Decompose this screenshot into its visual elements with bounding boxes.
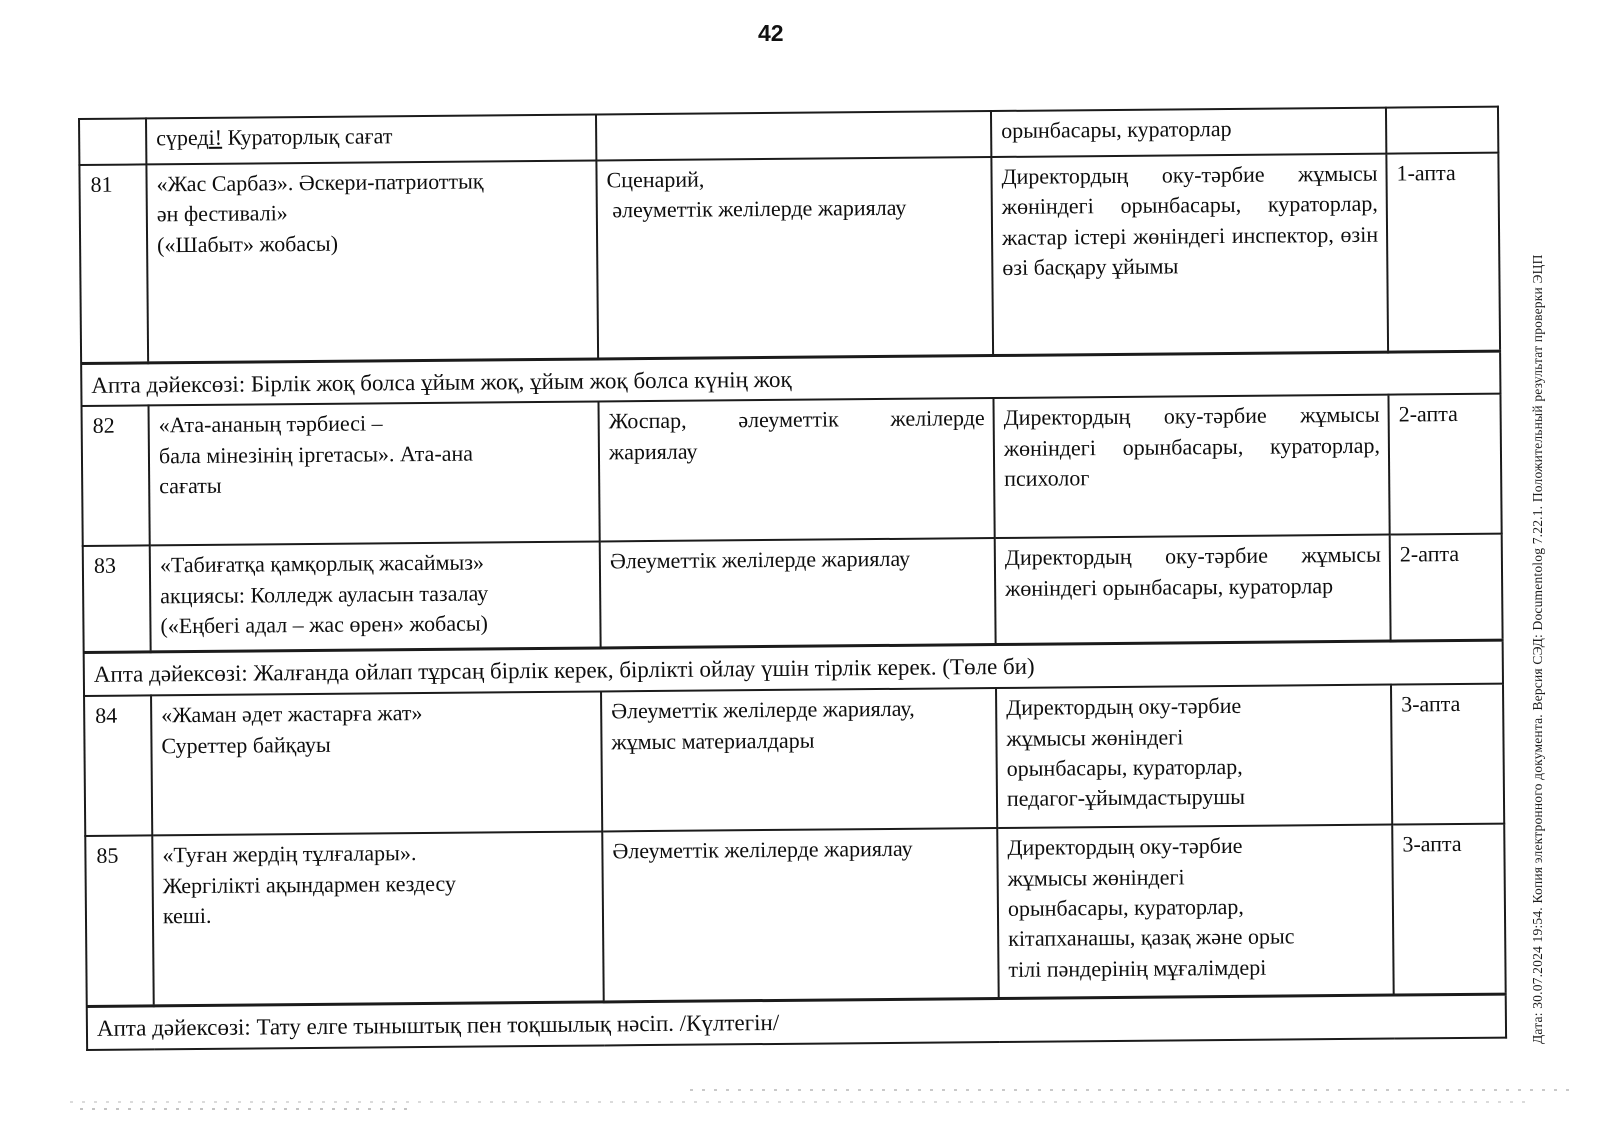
cell-84-week: 3-апта	[1391, 684, 1504, 825]
cell-82-responsible: Директордың оку-тәрбие жұмысы жөніндегі орынбасары, кураторлар, психолог	[993, 395, 1389, 538]
cell-cont-output	[596, 111, 991, 160]
week-quote-text-3: Апта дәйексөзі: Тату елге тыныштық пен тоқшылық нәсіп. /Күлтегін/	[87, 994, 1506, 1050]
cell-82-num: 82	[82, 406, 150, 547]
scan-noise	[690, 1089, 1570, 1091]
cell-81-responsible: Директордың оку-тәрбие жұмысы жөніндегі орынбасары, кураторлар, жастар істері жөніндегі инспектор, өзін өзі басқару ұйымы	[991, 154, 1388, 355]
cell-84-responsible: Директордың оку-тәрбие жұмысы жөніндегі орынбасары, кураторлар, педагог-ұйымдастырушы	[996, 685, 1392, 828]
cell-cont-responsible: орынбасары, кураторлар	[991, 108, 1386, 157]
week-quote-text-1: Апта дәйексөзі: Бірлік жоқ болса ұйым жоқ, ұйым жоқ болса күнің жоқ	[81, 351, 1500, 407]
cont-name-part2: і!	[208, 124, 223, 150]
cell-cont-name	[146, 114, 596, 164]
work-plan-table-wrap	[78, 106, 1507, 1052]
cell-81-output: Сценарий, әлеуметтік желілерде жариялау	[596, 157, 993, 358]
page-number: 42	[758, 20, 784, 46]
cell-83-num: 83	[83, 546, 151, 653]
cell-81-week: 1-апта	[1386, 153, 1500, 352]
table-row-83	[83, 534, 1503, 652]
cell-83-output: Әлеуметтік желілерде жариялау	[600, 538, 996, 647]
cell-81-name: «Жас Сарбаз». Әскери-патриоттық ән фестивалі» («Шабыт» жобасы)	[146, 160, 598, 362]
work-plan-table	[78, 106, 1507, 1052]
cell-85-responsible: Директордың оку-тәрбие жұмысы жөніндегі орынбасары, кураторлар, кітапханашы, қазақ және орыс тілі пәндерінің мұғалімдері	[997, 825, 1393, 998]
cont-name-part3: Кураторлық сағат	[221, 123, 393, 150]
scan-noise	[70, 1101, 1530, 1103]
cell-85-output: Әлеуметтік желілерде жариялау	[602, 828, 998, 1001]
table-row-84	[84, 684, 1504, 836]
scan-noise	[80, 1108, 410, 1110]
table-row-82	[82, 394, 1502, 546]
cell-82-output: Жоспар, әлеуметтік желілерде жариялау	[598, 398, 994, 541]
cell-84-name: «Жаман әдет жастарға жат» Суреттер байқауы	[151, 692, 602, 836]
cell-83-week: 2-апта	[1390, 534, 1503, 641]
cell-81-num: 81	[79, 164, 148, 363]
table-row-85	[85, 824, 1505, 1006]
cell-83-responsible: Директордың оку-тәрбие жұмысы жөніндегі орынбасары, кураторлар	[995, 535, 1391, 644]
cell-82-week: 2-апта	[1388, 394, 1501, 535]
cell-82-name: «Ата-ананың тәрбиесі – бала мінезінің іргетасы». Ата-ана сағаты	[149, 402, 600, 546]
table-row-81	[79, 153, 1500, 363]
cell-cont-week	[1386, 107, 1498, 154]
cell-cont-num	[79, 118, 146, 165]
cell-85-name: «Туған жердің тұлғалары». Жергілікті ақындармен кездесу кеші.	[152, 832, 603, 1006]
cell-85-week: 3-апта	[1392, 824, 1505, 995]
cell-84-num: 84	[84, 696, 152, 837]
cell-83-name: «Табиғатқа қамқорлық жасаймыз» акциясы: Колледж ауласын тазалау («Еңбегі адал – жас өрен» жобасы)	[150, 542, 601, 652]
week-quote-text-2: Апта дәйексөзі: Жалғанда ойлап тұрсаң бірлік керек, бірлікті ойлау үшін тірлік керек. (Төле би)	[84, 640, 1503, 696]
digital-signature-stamp-text: Дата: 30.07.2024 19:54. Копия электронного документа. Версия СЭД: Documentolog 7.22.1. Положительный результат проверки ЭЦП	[1530, 254, 1545, 1044]
cell-84-output: Әлеуметтік желілерде жариялау, жұмыс материалдары	[601, 688, 997, 831]
cell-85-num: 85	[85, 836, 153, 1007]
cont-name-part1: сүред	[156, 124, 209, 151]
